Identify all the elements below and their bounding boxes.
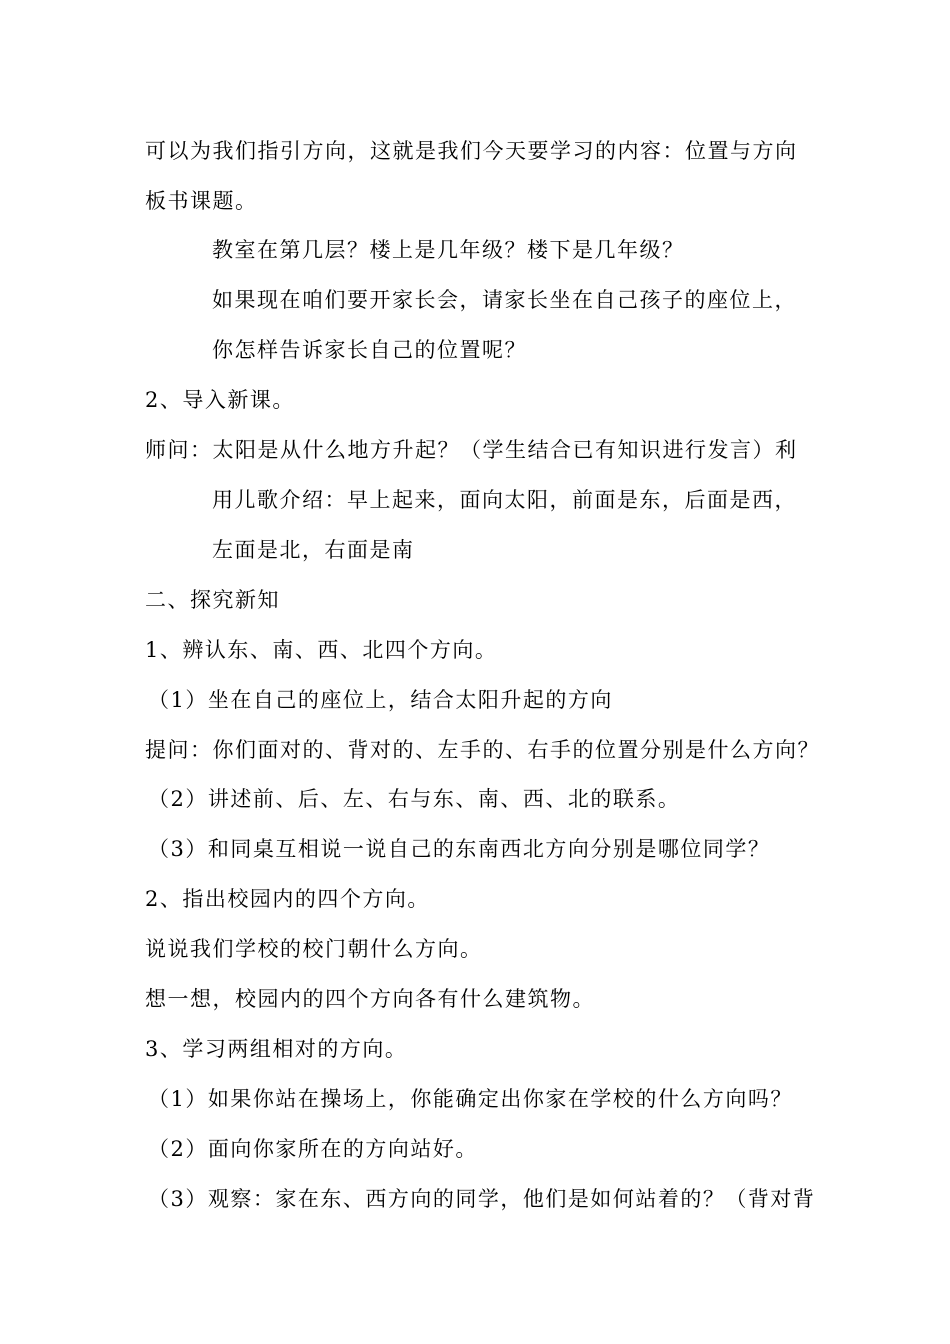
text-line: 可以为我们指引方向，这就是我们今天要学习的内容：位置与方向 [145,139,798,163]
text-line: 你怎样告诉家长自己的位置呢？ [212,338,527,362]
text-line: 师问：太阳是从什么地方升起？（学生结合已有知识进行发言）利 [145,438,798,462]
text-line: 1、辨认东、南、西、北四个方向。 [145,638,498,662]
text-line: （1）如果你站在操场上，你能确定出你家在学校的什么方向吗？ [148,1087,793,1111]
section-heading: 二、探究新知 [145,588,280,612]
text-line: （1）坐在自己的座位上，结合太阳升起的方向 [148,688,613,712]
text-line: （2）面向你家所在的方向站好。 [148,1137,478,1161]
text-line: 3、学习两组相对的方向。 [145,1037,408,1061]
text-line: 说说我们学校的校门朝什么方向。 [145,937,483,961]
text-line: （2）讲述前、后、左、右与东、南、西、北的联系。 [148,787,681,811]
text-line: 教室在第几层？楼上是几年级？楼下是几年级？ [212,238,685,262]
text-line: 提问：你们面对的、背对的、左手的、右手的位置分别是什么方向？ [145,738,820,762]
text-line: 用儿歌介绍：早上起来，面向太阳，前面是东，后面是西， [212,488,797,512]
text-line: （3）观察：家在东、西方向的同学，他们是如何站着的？（背对背 [148,1187,816,1211]
text-line: 2、指出校园内的四个方向。 [145,887,430,911]
text-line: 如果现在咱们要开家长会，请家长坐在自己孩子的座位上， [212,288,797,312]
text-line: 板书课题。 [145,189,258,213]
text-line: 左面是北，右面是南 [212,538,415,562]
text-line: （3）和同桌互相说一说自己的东南西北方向分别是哪位同学？ [148,837,771,861]
text-line: 想一想，校园内的四个方向各有什么建筑物。 [145,987,595,1011]
text-line: 2、导入新课。 [145,388,295,412]
